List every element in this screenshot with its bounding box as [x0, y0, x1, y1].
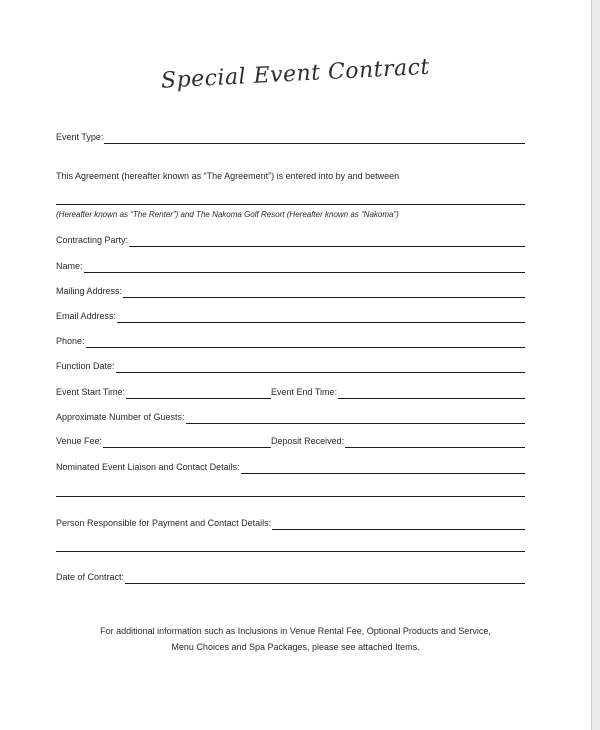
liaison-row	[56, 458, 525, 474]
date-of-contract-row	[56, 568, 525, 584]
liaison-field[interactable]	[241, 472, 525, 474]
renter-name-field[interactable]	[56, 204, 525, 205]
mailing-address-field[interactable]	[123, 296, 525, 298]
event-end-time-label: Event End Time:	[271, 387, 338, 397]
venue-fee-label: Venue Fee:	[56, 436, 103, 446]
email-address-row	[56, 307, 525, 323]
mailing-address-label: Mailing Address:	[56, 286, 123, 296]
date-of-contract-field[interactable]	[125, 582, 525, 584]
footer-note	[0, 623, 591, 655]
function-date-row	[56, 357, 525, 373]
deposit-received-field[interactable]	[345, 446, 525, 448]
name-label: Name:	[56, 261, 83, 271]
contracting-party-field[interactable]	[129, 245, 525, 247]
deposit-received-label: Deposit Received:	[271, 436, 345, 446]
contracting-party-row	[56, 231, 525, 247]
mailing-address-row	[56, 282, 525, 298]
email-address-label: Email Address:	[56, 311, 117, 321]
fee-row	[56, 432, 525, 448]
date-of-contract-label: Date of Contract:	[56, 572, 125, 582]
function-date-label: Function Date:	[56, 361, 115, 371]
footer-line-2: Menu Choices and Spa Packages, please see attached Items.	[171, 642, 420, 652]
event-start-time-field[interactable]	[126, 397, 271, 399]
event-time-row	[56, 383, 525, 399]
liaison-label: Nominated Event Liaison and Contact Details:	[56, 462, 240, 472]
venue-fee-field[interactable]	[103, 446, 271, 448]
name-row	[56, 257, 525, 273]
event-type-field[interactable]	[104, 142, 525, 144]
contracting-party-label: Contracting Party:	[56, 235, 129, 245]
page-title: Special Event Contract	[160, 54, 431, 94]
phone-row	[56, 332, 525, 348]
payment-person-field[interactable]	[272, 528, 525, 530]
event-end-time-field[interactable]	[338, 397, 525, 399]
guests-label: Approximate Number of Guests:	[56, 412, 185, 422]
liaison-field-extra[interactable]	[56, 496, 525, 497]
phone-label: Phone:	[56, 336, 85, 346]
event-type-label: Event Type:	[56, 132, 104, 142]
event-type-row	[56, 128, 525, 144]
agreement-text: This Agreement (hereafter known as “The Agreement”) is entered into by and between	[56, 171, 400, 181]
email-address-field[interactable]	[117, 321, 525, 323]
footer-line-1: For additional information such as Inclusions in Venue Rental Fee, Optional Products and Service,	[100, 626, 491, 636]
payment-row	[56, 514, 525, 530]
event-start-time-label: Event Start Time:	[56, 387, 126, 397]
guests-field[interactable]	[186, 422, 525, 424]
payment-person-field-extra[interactable]	[56, 551, 525, 552]
name-field[interactable]	[84, 271, 525, 273]
renter-note-text: (Hereafter known as “The Renter”) and The Nakoma Golf Resort (Hereafter known as “Nakoma”)	[56, 210, 399, 219]
function-date-field[interactable]	[116, 371, 525, 373]
phone-field[interactable]	[86, 346, 525, 348]
guests-row	[56, 408, 525, 424]
payment-person-label: Person Responsible for Payment and Contact Details:	[56, 518, 272, 528]
